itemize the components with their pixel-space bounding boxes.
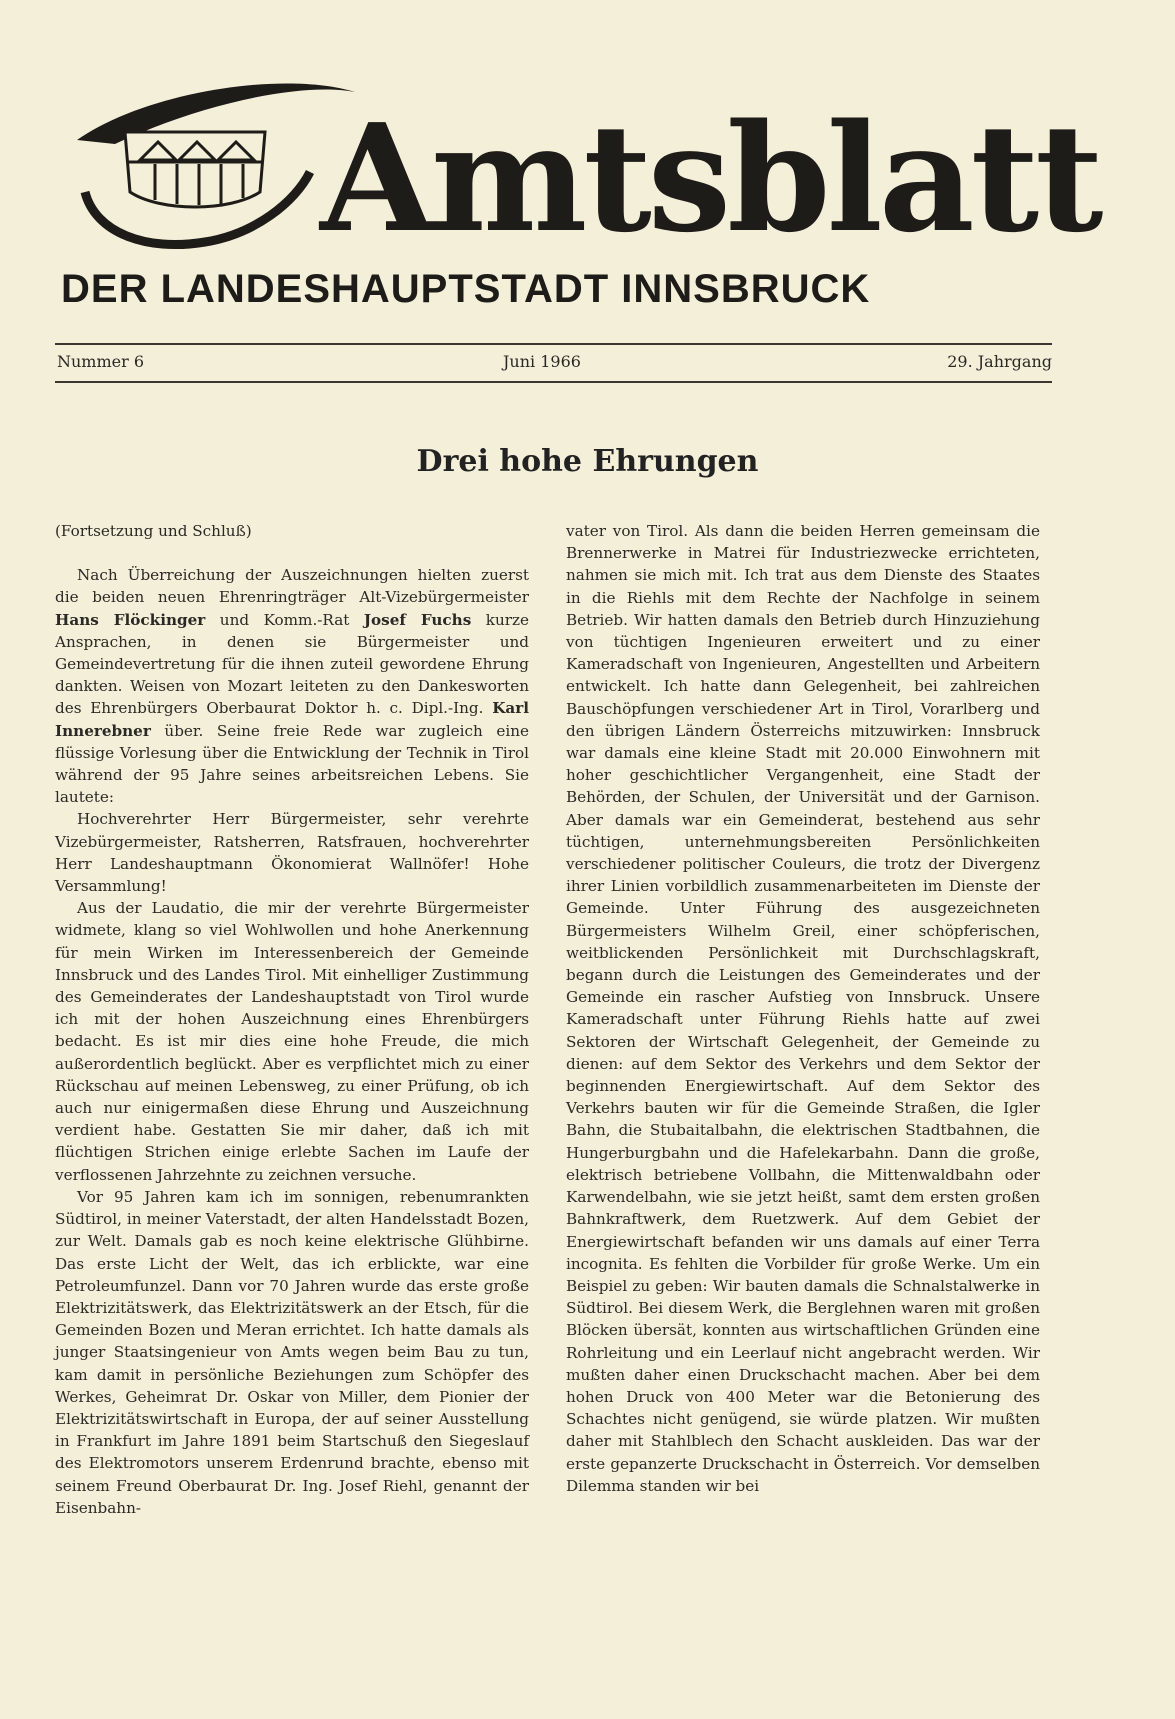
person-name: Hans Flöckinger (55, 610, 206, 629)
issue-rule-bottom (55, 381, 1052, 383)
paragraph (55, 564, 529, 808)
issue-volume: 29. Jahrgang (947, 352, 1052, 371)
masthead (55, 62, 1100, 311)
article-intro: (Fortsetzung und Schluß) (55, 522, 252, 540)
paragraph: vater von Tirol. Als dann die beiden Herren gemeinsam die Brennerwerke in Matrei für Industriezwecke errichteten, nahmen sie mich mit. Ich trat aus dem Dienste des Staates in die Riehls mit dem Rechte der Nachfolge in seinem Betrieb. Wir hatten damals den Betrieb durch Hinzuziehung von tüchtigen Ingenieuren erweitert und zu einer Kameradschaft von Ingenieuren, Angestellten und Arbeitern entwickelt. Ich hatte dann Gelegenheit, bei zahlreichen Bauschöpfungen verschiedener Art in Tirol, Vorarlberg und den übrigen Ländern Österreichs mitzuwirken: Innsbruck war damals eine kleine Stadt mit 20.000 Einwohnern mit hoher geschichtlicher Vergangenheit, eine Stadt der Behörden, der Schulen, der Universität und der Garnison. Aber damals war ein Gemeinderat, bestehend aus sehr tüchtigen, unternehmungsbereiten Persönlichkeiten verschiedener politischer Couleurs, die trotz der Divergenz ihrer Linien vorbildlich zusammenarbeiteten im Dienste der Gemeinde. Unter Führung des ausgezeichneten Bürgermeisters Wilhelm Greil, einer schöpferischen, weitblickenden Persönlichkeit mit Durchschlagskraft, begann durch die Leistungen des Gemeinderates und der Gemeinde ein rascher Aufstieg von Innsbruck. Unsere Kameradschaft unter Führung Riehls hatte auf zwei Sektoren der Wirtschaft Gelegenheit, der Gemeinde zu dienen: auf dem Sektor des Verkehrs und dem Sektor der beginnenden Energiewirtschaft. Auf dem Sektor des Verkehrs bauten wir für die Gemeinde Straßen, die Igler Bahn, die Stubaitalbahn, die elektrischen Stadtbahnen, die Hungerburgbahn und die Hafelekarbahn. Dann die große, elektrisch betriebene Vollbahn, die Mittenwaldbahn oder Karwendelbahn, wie sie jetzt heißt, samt dem ersten großen Bahnkraftwerk, dem Ruetzwerk. Auf dem Gebiet der Energiewirtschaft befanden wir uns damals auf einer Terra incognita. Es fehlten die Vorbilder für große Werke. Um ein Beispiel zu geben: Wir bauten damals die Schnalstalwerke in Südtirol. Bei diesem Werk, die Berglehnen waren mit großen Blöcken übersät, konnten aus wirtschaftlichen Gründen eine Rohrleitung und ein Leerlauf nicht angebracht werden. Wir mußten daher einen Druckschacht machen. Aber bei dem hohen Druck von 400 Meter war die Betonierung des Schachtes nicht genügend, sie würde platzen. Wir mußten daher mit Stahlblech den Schacht auskleiden. Das war der erste gepanzerte Druckschacht in Österreich. Vor demselben Dilemma standen wir bei (566, 522, 1040, 1495)
issue-rule-top (55, 343, 1052, 345)
paragraph-text: kurze Ansprachen, in denen sie Bürgermeister und Gemeindevertretung für die ihnen zuteil gewordene Ehrung dankten. Weisen von Mozart leiteten zu den Dankesworten des Ehrenbürgers Oberbaurat Doktor h. c. Dipl.-Ing. (55, 610, 530, 718)
masthead-subtitle: DER LANDESHAUPTSTADT INNSBRUCK (61, 267, 871, 311)
paragraph-text: und Komm.-Rat (205, 610, 364, 629)
person-name: Karl Innerebner (55, 699, 529, 740)
article-column-right (566, 520, 1040, 1497)
paragraph: Hochverehrter Herr Bürgermeister, sehr verehrte Vizebürgermeister, Ratsherren, Ratsfrauen, hochverehrter Herr Landeshauptmann Ökonomierat Wallnöfer! Hohe Versammlung! (55, 810, 529, 896)
paragraph: Vor 95 Jahren kam ich im sonnigen, rebenumrankten Südtirol, in meiner Vaterstadt, der alten Handelsstadt Bozen, zur Welt. Damals gab es noch keine elektrische Glühbirne. Das erste Licht der Welt, das ich erblickte, war eine Petroleumfunzel. Dann vor 70 Jahren wurde das erste große Elektrizitätswerk, das Elektrizitätswerk an der Etsch, für die Gemeinden Bozen und Meran errichtet. Ich hatte damals als junger Staatsingenieur von Amts wegen beim Bau zu tun, kam damit in persönliche Beziehungen zum Schöpfer des Werkes, Geheimrat Dr. Oskar von Miller, dem Pionier der Elektrizitätswirtschaft in Europa, der auf seiner Ausstellung in Frankfurt im Jahre 1891 beim Startschuß den Siegeslauf des Elektromotors unserem Erdenrund brachte, ebenso mit seinem Freund Oberbaurat Dr. Ing. Josef Riehl, genannt der Eisenbahn- (55, 1187, 529, 1517)
issue-info (55, 352, 1052, 378)
person-name: Josef Fuchs (363, 610, 472, 629)
paragraph: Aus der Laudatio, die mir der verehrte Bürgermeister widmete, klang so viel Wohlwollen und hohe Anerkennung für mein Wirken im Interessenbereich der Gemeinde Innsbruck und des Landes Tirol. Mit einhelliger Zustimmung des Gemeinderates der Landeshauptstadt von Tirol wurde ich mit der hohen Auszeichnung eines Ehrenbürgers bedacht. Es ist mir dies eine hohe Freude, die mich außerordentlich beglückt. Aber es verpflichtet mich zu einer Rückschau auf meinen Lebensweg, zu einer Prüfung, ob ich auch nur einigermaßen diese Ehrung und Auszeichnung verdient habe. Gestatten Sie mir daher, daß ich mit flüchtigen Strichen einige erlebte Sachen im Laufe der verflossenen Jahrzehnte zu zeichnen versuche. (55, 899, 529, 1184)
paragraph-text: Nach Überreichung der Auszeichnungen hielten zuerst die beiden neuen Ehrenringträger Alt-Vizebürgermeister (55, 566, 529, 607)
article-headline: Drei hohe Ehrungen (416, 444, 759, 479)
article-column-left (55, 520, 529, 1519)
issue-number: Nummer 6 (57, 352, 145, 371)
issue-date: Juni 1966 (503, 352, 581, 371)
paragraph-text: über. Seine freie Rede war zugleich eine flüssige Vorlesung über die Entwicklung der Technik in Tirol während der 95 Jahre seines arbeitsreichen Lebens. Sie lautete: (55, 721, 529, 807)
masthead-title: Amtsblatt (320, 91, 1100, 265)
